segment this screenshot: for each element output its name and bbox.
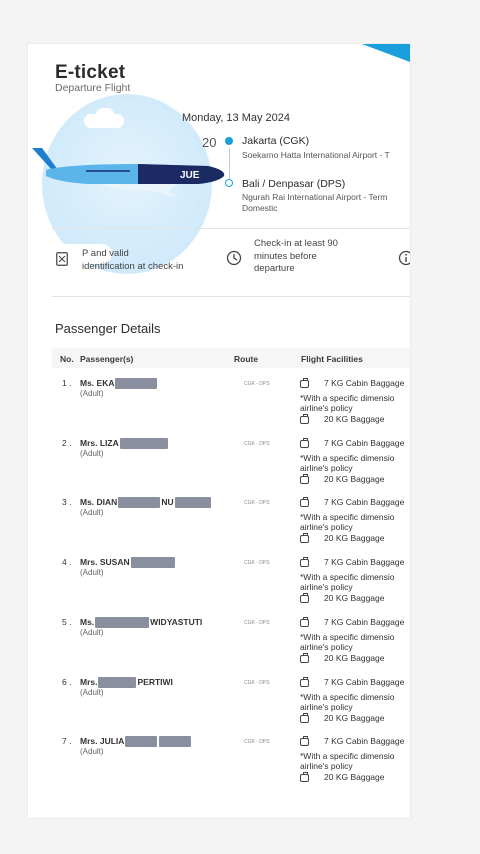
table-row [28, 617, 410, 677]
passenger-name-part: WIDYASTUTI [150, 617, 203, 627]
destination-city: Bali / Denpasar (DPS) [242, 178, 346, 190]
passenger-name [80, 378, 158, 389]
origin-airport: Soekarno Hatta International Airport - T [242, 150, 390, 160]
baggage-icon [300, 535, 309, 543]
header-passenger: Passenger(s) [80, 354, 134, 364]
row-number: 7 . [62, 736, 72, 746]
header-route: Route [234, 354, 259, 364]
checkin-line-3: departure [254, 263, 295, 274]
header-facilities: Flight Facilities [301, 354, 363, 364]
redaction-mark [98, 677, 136, 688]
row-number: 2 . [62, 438, 72, 448]
passenger-name-part: Ms. [80, 617, 95, 627]
departure-time: 20 [202, 135, 217, 150]
airline-policy-note: airline's policy [300, 761, 353, 771]
cabin-baggage-text: 7 KG Cabin Baggage [324, 736, 405, 746]
cabin-baggage-icon [300, 738, 309, 746]
cloud-icon [96, 108, 114, 122]
redaction-mark [131, 557, 175, 568]
plane-livery-text: JUE [180, 170, 200, 181]
airline-policy-note: airline's policy [300, 582, 353, 592]
cabin-baggage-text: 7 KG Cabin Baggage [324, 438, 405, 448]
checked-baggage-text: 20 KG Baggage [324, 772, 385, 782]
table-row [28, 497, 410, 557]
passenger-name-part: Mrs. JULIA [80, 736, 125, 746]
passenger-route: CGK - DPS [244, 381, 270, 387]
flight-date: Monday, 13 May 2024 [182, 112, 291, 124]
passenger-details-title: Passenger Details [55, 321, 161, 336]
airline-policy-note: airline's policy [300, 522, 353, 532]
cabin-baggage-icon [300, 499, 309, 507]
airplane-icon [28, 140, 248, 200]
redaction-mark [159, 736, 191, 747]
cabin-baggage-text: 7 KG Cabin Baggage [324, 617, 405, 627]
passenger-name-part: Ms. DIAN [80, 497, 118, 507]
row-number: 1 . [62, 378, 72, 388]
row-number: 6 . [62, 677, 72, 687]
redaction-mark [115, 378, 157, 389]
cabin-baggage-text: 7 KG Cabin Baggage [324, 557, 405, 567]
passenger-name-part: PERTIWI [137, 677, 173, 687]
dimension-note: *With a specific dimensio [300, 572, 395, 582]
passenger-route: CGK - DPS [244, 500, 270, 506]
checked-baggage-text: 20 KG Baggage [324, 593, 385, 603]
page-title: E-ticket [55, 62, 126, 83]
divider [52, 228, 410, 229]
baggage-icon [300, 416, 309, 424]
passenger-name-part: NU [161, 497, 174, 507]
checked-baggage-text: 20 KG Baggage [324, 474, 385, 484]
baggage-icon [300, 476, 309, 484]
checked-baggage-text: 20 KG Baggage [324, 533, 385, 543]
passenger-route: CGK - DPS [244, 680, 270, 686]
checkin-line-1: Check-in at least 90 [254, 238, 338, 249]
redaction-mark [175, 497, 211, 508]
passenger-route: CGK - DPS [244, 620, 270, 626]
checkin-line-2: minutes before [254, 250, 317, 262]
dimension-note: *With a specific dimensio [300, 751, 395, 761]
row-number: 5 . [62, 617, 72, 627]
page-subtitle: Departure Flight [55, 82, 131, 94]
info-icon[interactable] [398, 250, 410, 266]
passenger-type: (Adult) [80, 568, 104, 577]
passenger-name [80, 438, 169, 449]
airline-policy-note: airline's policy [300, 642, 353, 652]
dimension-note: *With a specific dimensio [300, 632, 395, 642]
e-ticket-page [28, 44, 410, 818]
redaction-mark [95, 617, 149, 628]
passenger-type: (Adult) [80, 508, 104, 517]
clock-icon [226, 250, 242, 266]
passenger-route: CGK - DPS [244, 560, 270, 566]
dimension-note: *With a specific dimensio [300, 692, 395, 702]
passenger-type: (Adult) [80, 389, 104, 398]
table-row [28, 378, 410, 438]
baggage-icon [300, 774, 309, 782]
id-info-line-1: P and valid [82, 248, 129, 259]
passenger-route: CGK - DPS [244, 739, 270, 745]
redaction-mark [118, 497, 160, 508]
cabin-baggage-text: 7 KG Cabin Baggage [324, 378, 405, 388]
checked-baggage-text: 20 KG Baggage [324, 653, 385, 663]
cabin-baggage-icon [300, 440, 309, 448]
baggage-icon [300, 715, 309, 723]
info-row [52, 240, 410, 280]
cabin-baggage-text: 7 KG Cabin Baggage [324, 497, 405, 507]
passenger-name-part: Mrs. LIZA [80, 438, 119, 448]
checked-baggage-text: 20 KG Baggage [324, 414, 385, 424]
airline-policy-note: airline's policy [300, 403, 353, 413]
destination-terminal: Domestic [242, 203, 278, 213]
id-card-icon [56, 252, 68, 266]
passenger-name-part: Mrs. SUSAN [80, 557, 130, 567]
cabin-baggage-icon [300, 559, 309, 567]
passenger-name [80, 677, 173, 688]
passenger-type: (Adult) [80, 688, 104, 697]
id-info-text [82, 248, 183, 273]
passenger-route: CGK - DPS [244, 441, 270, 447]
dimension-note: *With a specific dimensio [300, 512, 395, 522]
passenger-name-part: Mrs. [80, 677, 98, 687]
corner-accent [362, 44, 410, 62]
dimension-note: *With a specific dimensio [300, 393, 395, 403]
baggage-icon [300, 655, 309, 663]
cabin-baggage-icon [300, 679, 309, 687]
airline-policy-note: airline's policy [300, 702, 353, 712]
cabin-baggage-icon [300, 619, 309, 627]
cabin-baggage-icon [300, 380, 309, 388]
checkin-info-text [254, 238, 338, 276]
cabin-baggage-text: 7 KG Cabin Baggage [324, 677, 405, 687]
passenger-name [80, 557, 176, 568]
baggage-icon [300, 595, 309, 603]
table-row [28, 438, 410, 498]
row-number: 3 . [62, 497, 72, 507]
airline-policy-note: airline's policy [300, 463, 353, 473]
passenger-name [80, 497, 212, 508]
table-row [28, 557, 410, 617]
passenger-name-part: Ms. EKA [80, 378, 115, 388]
passenger-type: (Adult) [80, 747, 104, 756]
header-no: No. [60, 354, 74, 364]
passenger-type: (Adult) [80, 449, 104, 458]
row-number: 4 . [62, 557, 72, 567]
checked-baggage-text: 20 KG Baggage [324, 713, 385, 723]
redaction-mark [120, 438, 168, 449]
origin-city: Jakarta (CGK) [242, 135, 310, 147]
id-info-line-2: identification at check-in [82, 260, 184, 272]
dimension-note: *With a specific dimensio [300, 453, 395, 463]
divider [52, 296, 410, 297]
table-row [28, 736, 410, 796]
redaction-mark [125, 736, 157, 747]
passenger-type: (Adult) [80, 628, 104, 637]
passenger-name [80, 617, 202, 628]
destination-airport: Ngurah Rai International Airport - Term [242, 192, 388, 202]
passenger-name [80, 736, 192, 747]
table-row [28, 677, 410, 737]
